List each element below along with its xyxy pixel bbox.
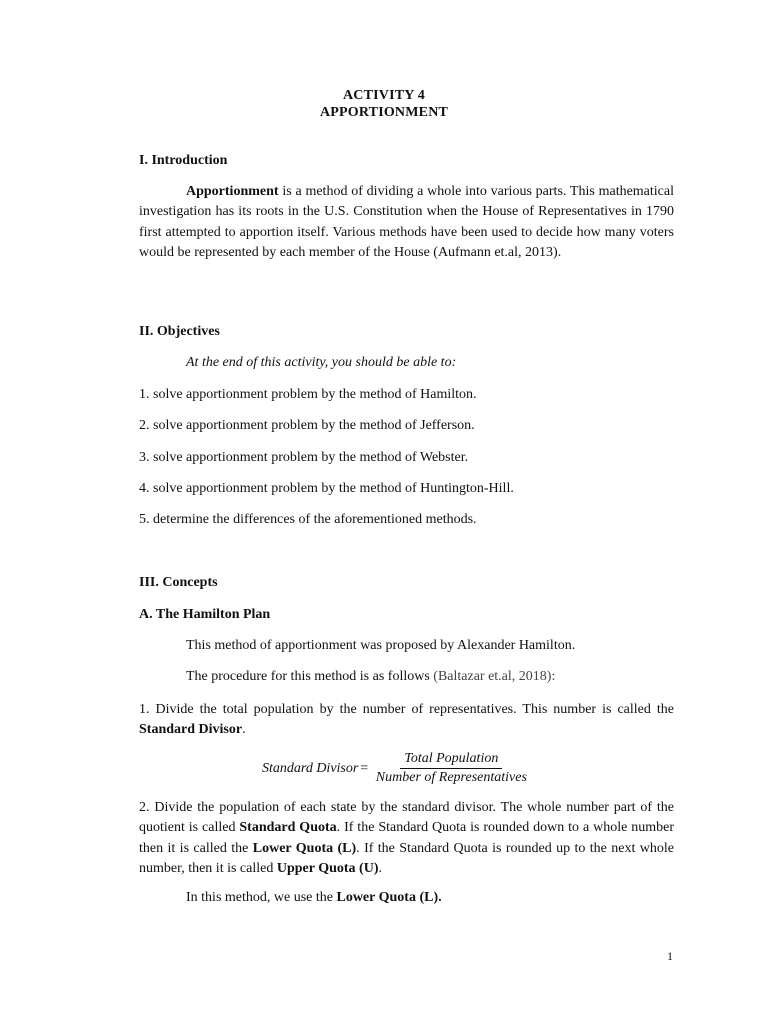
method-line xyxy=(186,890,442,906)
procedure-citation: (Baltazar et.al, 2018): xyxy=(433,669,556,684)
objective-item: 5. determine the differences of the aforementioned methods. xyxy=(139,512,477,527)
page-number: 1 xyxy=(667,949,673,963)
step-1-text: 1. Divide the total population by the number of representatives. This number is called the xyxy=(139,702,674,717)
objectives-lead: At the end of this activity, you should be able to: xyxy=(186,355,457,370)
standard-divisor-formula xyxy=(262,751,531,786)
objective-item: 4. solve apportionment problem by the method of Huntington-Hill. xyxy=(139,481,514,496)
step-2-text-d: . xyxy=(378,861,382,877)
upper-quota-term: Upper Quota (U) xyxy=(276,861,379,877)
standard-divisor-term: Standard Divisor xyxy=(139,722,243,738)
apportionment-term: Apportionment xyxy=(186,184,279,199)
procedure-lead-text: The procedure for this method is as follows xyxy=(186,669,434,684)
introduction-paragraph xyxy=(139,182,674,264)
procedure-lead xyxy=(186,669,555,685)
formula-denominator: Number of Representatives xyxy=(375,770,527,785)
objective-item: 1. solve apportionment problem by the method of Hamilton. xyxy=(139,387,477,402)
standard-quota-term: Standard Quota xyxy=(239,820,337,836)
hamilton-heading: A. The Hamilton Plan xyxy=(139,607,271,622)
step-2-text-a: 2. Divide the population of each state by the standard divisor. The whole number part of the quotient is called xyxy=(139,800,674,836)
formula-fraction xyxy=(372,751,531,786)
objective-item: 2. solve apportionment problem by the method of Jefferson. xyxy=(139,418,475,433)
step-1-paragraph xyxy=(139,700,674,741)
topic-title: APPORTIONMENT xyxy=(319,105,449,120)
step-2-paragraph xyxy=(139,798,674,880)
formula-lhs: Standard Divisor xyxy=(262,760,359,776)
step-1-end: . xyxy=(242,722,246,738)
formula-numerator: Total Population xyxy=(400,751,502,769)
objectives-heading: II. Objectives xyxy=(139,324,220,339)
objective-item: 3. solve apportionment problem by the method of Webster. xyxy=(139,450,469,465)
method-lead: In this method, we use the xyxy=(186,890,337,905)
introduction-text: is a method of dividing a whole into various parts. This mathematical investigation has its roots in the U.S. Constitution when the House of Representatives in 1790 first attempted to apportion itself. Various methods have been used to decide how many voters would be represented by each member of the House (Aufmann et.al, 2013). xyxy=(139,184,674,261)
concepts-heading: III. Concepts xyxy=(139,575,218,590)
step-2-text-b: . If the Standard Quota is rounded down to a whole number then it is called the xyxy=(139,820,674,856)
activity-title: ACTIVITY 4 xyxy=(343,88,425,103)
step-2-text-c: . If the Standard Quota is rounded up to the next whole number, then it is called xyxy=(139,840,674,877)
introduction-heading: I. Introduction xyxy=(139,153,228,168)
formula-equals: = xyxy=(359,760,369,776)
hamilton-intro: This method of apportionment was proposed by Alexander Hamilton. xyxy=(186,638,576,653)
method-term: Lower Quota (L). xyxy=(336,890,442,905)
lower-quota-term: Lower Quota (L) xyxy=(252,840,357,856)
